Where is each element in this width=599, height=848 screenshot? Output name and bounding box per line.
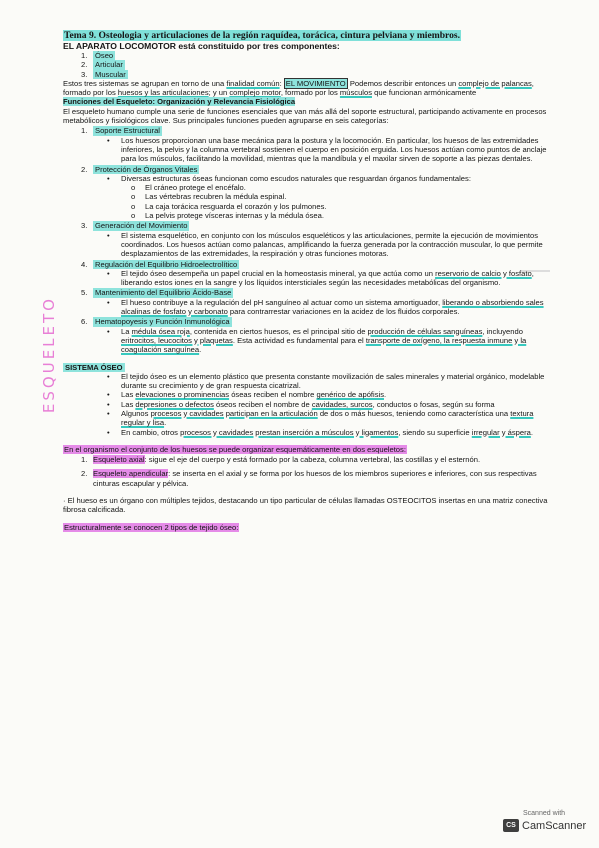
- list-item: • Algunos procesos y cavidades participan en la articulación de dos o más huesos, teniendo como característica una textura regular y lisa.: [107, 408, 534, 428]
- esqueleto-apendicular: 2. Esqueleto apendicular: se inserta en el axial y se forma por los huesos de los miembros superiores e inferiores, con sus respectivas cinturas escapular y pélvica.: [81, 469, 537, 488]
- camscanner-watermark: Scanned with CS CamScanner: [503, 810, 587, 832]
- function-section-4: 4. Regulación del Equilibrio Hidroelectrolítico: [81, 259, 238, 269]
- list-item: • Las depresiones o defectos óseos reciben el nombre de cavidades, surcos, conductos o fosas, según su forma: [107, 399, 495, 409]
- functions-heading: Funciones del Esqueleto: Organización y Relevancia Fisiológica: [63, 97, 296, 107]
- list-item: • El tejido óseo desempeña un papel crucial en la homeostasis mineral, ya que actúa como un reservorio de calcio y fosfato, liberando estos iones en la sangre y los líquidos intersticiales según las necesidades metabólicas del organismo.: [107, 268, 534, 288]
- list-item: • Las elevaciones o prominencias óseas reciben el nombre genérico de apófisis.: [107, 390, 387, 400]
- list-item: 2. Articular: [81, 60, 123, 70]
- list-item: • En cambio, otros procesos y cavidades prestan inserción a músculos y ligamentos, siendo su superficie irregular y áspera.: [107, 427, 533, 437]
- list-item: 1. Óseo: [81, 51, 114, 60]
- function-section-6: 6. Hematopoyesis y Función Inmunológica: [81, 317, 230, 327]
- sub-list-item: o La pelvis protege vísceras internas y la médula ósea.: [131, 211, 324, 221]
- components-list: [81, 51, 548, 79]
- function-section-3: 3. Generación del Movimiento: [81, 221, 188, 231]
- list-item: • El hueso contribuye a la regulación del pH sanguíneo al actuar como un sistema amortiguador, liberando o absorbiendo sales alcalinas de fosfato y carbonato para contrarrestar variaciones en la acidez de los fluidos corporales.: [107, 297, 544, 317]
- list-item: • Diversas estructuras óseas funcionan como escudos naturales que resguardan órganos fundamentales:: [107, 173, 471, 183]
- handwritten-side-note: ESQUELETO: [40, 296, 58, 414]
- esqueleto-axial: 1. Esqueleto axial: sigue el eje del cuerpo y está formado por la cabeza, columna vertebral, las costillas y el esternón.: [81, 455, 481, 465]
- camscanner-logo-icon: CS: [503, 819, 519, 832]
- document-title: Tema 9. Osteologia y articulaciones de la región raquídea, torácica, cintura pelviana y miembros.: [64, 30, 461, 41]
- list-item: 3. Muscular: [81, 69, 126, 79]
- sistema-oseo-heading: SISTEMA ÓSEO: [65, 362, 123, 372]
- function-section-5: 5. Mantenimiento del Equilibrio Ácido-Base: [81, 288, 232, 298]
- list-item: • El tejido óseo es un elemento plástico que presenta constante movilización de sales minerales y material orgánico, modelable durante su crecimiento y de gran respuesta cicatrizal.: [107, 371, 545, 391]
- functions-intro: El esqueleto humano cumple una serie de funciones esenciales que van más allá del soporte estructural, participando activamente en procesos metabólicos y fisiológicos clave. Sus principales funciones pueden agruparse en seis categorías:: [63, 106, 547, 126]
- tejido-heading: Estructuralmente se conocen 2 tipos de tejido óseo:: [64, 522, 239, 532]
- esqueletos-heading: En el organismo el conjunto de los huesos se puede organizar esquemáticamente en dos esqueletos:: [64, 444, 406, 454]
- sub-list-item: o El cráneo protege el encéfalo.: [131, 183, 246, 193]
- list-item: • La médula ósea roja, contenida en ciertos huesos, es el principal sitio de producción de células sanguíneas, incluyendo eritrocitos, leucocitos y plaquetas. Esta actividad es fundamental para el transporte de oxígeno, la respuesta inmune y la coagulación sanguínea.: [107, 326, 527, 355]
- list-item: • El sistema esquelético, en conjunto con los músculos esqueléticos y las articulaciones, permite la ejecución de movimientos coordinados. Los huesos actúan como palancas, amplificando la fuerza generada por la contracción muscular, lo que permite desplazamientos de las extremidades, la respiración y otras funciones motoras.: [107, 230, 543, 259]
- function-section-1: 1. Soporte Estructural: [81, 126, 160, 136]
- osteocitos-paragraph: · El hueso es un órgano con múltiples tejidos, destacando un tipo particular de células llamadas OSTEOCITOS insertas en una matriz conectiva fibrosa calcificada.: [63, 496, 548, 515]
- document-content: [63, 30, 548, 532]
- document-subtitle: EL APARATO LOCOMOTOR está constituido por tres componentes:: [63, 41, 340, 51]
- intro-paragraph: Estos tres sistemas se agrupan en torno de una finalidad común: EL MOVIMIENTO Podemos describir entonces un complejo de palancas, formado por los huesos y las articulaciones; y un complejo motor, formado por los músculos que funcionan armónicamente: [63, 78, 534, 98]
- sub-list-item: o Las vértebras recubren la médula espinal.: [131, 192, 287, 202]
- list-item: • Los huesos proporcionan una base mecánica para la postura y la locomoción. En particular, los huesos de las extremidades inferiores, la pelvis y la columna vertebral sostienen el cuerpo en posición erguida. Los huesos actúan como puntos de anclaje para los músculos, facilitando la movilidad, mientras que la mandíbula y el maxilar sirven de soporte a las piezas dentales.: [107, 135, 547, 164]
- function-section-2: 2. Protección de Órganos Vitales: [81, 164, 198, 174]
- sub-list-item: o La caja torácica resguarda el corazón y los pulmones.: [131, 201, 327, 211]
